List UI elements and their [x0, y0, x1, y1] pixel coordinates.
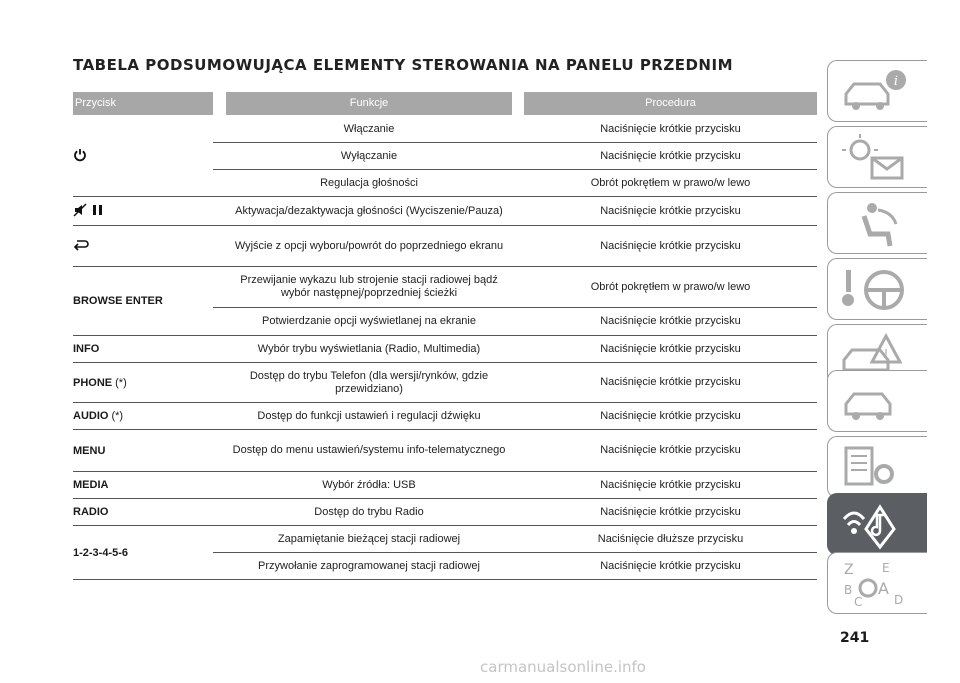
tab-car-info[interactable] — [827, 60, 927, 122]
subrow — [213, 403, 817, 429]
function-text: Regulacja głośności — [320, 176, 418, 189]
header-function: Funkcje — [226, 92, 512, 115]
procedure-text: Naciśnięcie krótkie przycisku — [600, 559, 741, 572]
function-text: Wybór źródła: USB — [322, 478, 416, 491]
key-steering-wheel-icon — [838, 264, 918, 316]
warning-light-envelope-icon — [838, 132, 918, 184]
button-label: MEDIA — [73, 479, 109, 491]
function-text: Dostęp do menu ustawień/systemu info-telematycznego — [232, 444, 506, 456]
footnote-marker: (*) — [111, 410, 124, 422]
page-number: 241 — [840, 630, 870, 646]
back-icon — [73, 239, 89, 254]
svg-text:E: E — [882, 561, 890, 575]
watermark: carmanualsonline.info — [480, 658, 646, 676]
function-text: Aktywacja/dezaktywacja głośności (Wyciszenie/Pauza) — [235, 204, 503, 217]
button-label: PHONE — [73, 376, 113, 389]
button-label: BROWSE ENTER — [73, 295, 163, 307]
button-cell — [73, 403, 213, 429]
table-row — [73, 499, 817, 526]
subrow — [213, 499, 817, 525]
table-row — [73, 363, 817, 403]
svg-text:A: A — [878, 579, 889, 598]
subrow — [213, 430, 817, 471]
function-text: Włączanie — [343, 122, 395, 135]
tab-warning-lights[interactable] — [827, 126, 927, 188]
procedure-text: Naciśnięcie krótkie przycisku — [600, 505, 741, 518]
svg-text:i: i — [893, 74, 899, 89]
table-row — [73, 197, 817, 226]
button-cell — [73, 336, 213, 362]
procedure-text: Naciśnięcie dłuższe przycisku — [597, 532, 744, 545]
button-cell — [73, 116, 213, 196]
subrow — [213, 170, 817, 196]
subrow — [213, 472, 817, 498]
alphabetical-index-icon — [838, 558, 918, 610]
tab-safety[interactable] — [827, 192, 927, 254]
mute-pause-icon — [73, 203, 109, 220]
svg-text:C: C — [854, 595, 863, 609]
table-header — [73, 92, 817, 115]
procedure-text: Naciśnięcie krótkie przycisku — [600, 409, 741, 422]
button-label: 1-2-3-4-5-6 — [73, 546, 129, 559]
procedure-text: Naciśnięcie krótkie przycisku — [600, 315, 741, 327]
procedure-text: Naciśnięcie krótkie przycisku — [600, 478, 741, 491]
procedure-text: Naciśnięcie krótkie przycisku — [600, 239, 741, 252]
procedure-text: Naciśnięcie krótkie przycisku — [600, 122, 741, 135]
button-cell — [73, 526, 213, 579]
function-text: Wyjście z opcji wyboru/powrót do poprzedniego ekranu — [234, 239, 504, 252]
subrow — [213, 226, 817, 266]
function-text: Przywołanie zaprogramowanej stacji radiowej — [258, 559, 480, 572]
table-row — [73, 267, 817, 336]
tab-technical-data[interactable] — [827, 436, 927, 498]
svg-text:!: ! — [883, 347, 889, 361]
car-info-icon — [838, 66, 918, 118]
procedure-text: Naciśnięcie krótkie przycisku — [600, 376, 741, 388]
function-text: Przewijanie wykazu lub strojenie stacji radiowej bądź wybór następnej/poprzedniej ścieżki — [240, 274, 498, 299]
subrow — [213, 308, 817, 335]
header-button: Przycisk — [73, 92, 213, 115]
table-row — [73, 526, 817, 580]
table-row — [73, 472, 817, 499]
procedure-text: Naciśnięcie krótkie przycisku — [600, 204, 741, 217]
table-row — [73, 226, 817, 267]
function-text: Dostęp do funkcji ustawień i regulacji dźwięku — [257, 409, 481, 422]
subrow — [213, 363, 817, 402]
car-service-icon — [838, 376, 918, 428]
subrow — [213, 116, 817, 143]
procedure-text: Naciśnięcie krótkie przycisku — [600, 342, 741, 355]
procedure-text: Naciśnięcie krótkie przycisku — [600, 444, 741, 456]
page-title: TABELA PODSUMOWUJĄCA ELEMENTY STEROWANIA NA PANELU PRZEDNIM — [73, 56, 733, 74]
table-row — [73, 430, 817, 472]
footnote-marker: (*) — [115, 376, 127, 389]
subrow — [213, 197, 817, 225]
power-icon — [73, 148, 87, 165]
seat-airbag-icon — [838, 198, 918, 250]
procedure-text: Naciśnięcie krótkie przycisku — [600, 149, 741, 162]
function-text: Wybór trybu wyświetlania (Radio, Multimedia) — [257, 342, 481, 355]
button-cell — [73, 363, 213, 402]
procedure-text: Obrót pokrętłem w prawo/w lewo — [590, 280, 751, 293]
header-procedure: Procedura — [524, 92, 817, 115]
function-text: Dostęp do trybu Radio — [314, 505, 424, 518]
button-cell — [73, 430, 213, 471]
tab-maintenance[interactable] — [827, 370, 927, 432]
function-text: Zapamiętanie bieżącej stacji radiowej — [277, 532, 461, 545]
button-label: INFO — [73, 343, 100, 355]
button-label: MENU — [73, 444, 106, 457]
tab-alphabetical-index[interactable] — [827, 552, 927, 614]
button-cell — [73, 472, 213, 498]
button-label: AUDIO — [73, 410, 109, 422]
button-cell — [73, 267, 213, 335]
subrow — [213, 336, 817, 362]
subrow — [213, 267, 817, 308]
svg-text:D: D — [894, 593, 904, 607]
subrow — [213, 553, 817, 579]
svg-text:Z: Z — [844, 562, 854, 578]
svg-text:B: B — [844, 583, 853, 597]
function-text: Wyłączanie — [340, 149, 398, 162]
table-row — [73, 336, 817, 363]
tab-starting-driving[interactable] — [827, 258, 927, 320]
table-row — [73, 403, 817, 430]
subrow — [213, 526, 817, 553]
specs-gear-icon — [838, 442, 918, 494]
multimedia-music-icon — [838, 499, 918, 551]
button-label: RADIO — [73, 506, 109, 518]
table-row — [73, 116, 817, 197]
tab-multimedia[interactable] — [827, 493, 927, 555]
function-text: Dostęp do trybu Telefon (dla wersji/rynków, gdzie przewidziano) — [249, 369, 489, 395]
button-cell — [73, 499, 213, 525]
subrow — [213, 143, 817, 170]
button-cell — [73, 197, 213, 225]
procedure-text: Obrót pokrętłem w prawo/w lewo — [590, 176, 751, 189]
button-cell — [73, 226, 213, 266]
function-text: Potwierdzanie opcji wyświetlanej na ekranie — [261, 315, 476, 327]
